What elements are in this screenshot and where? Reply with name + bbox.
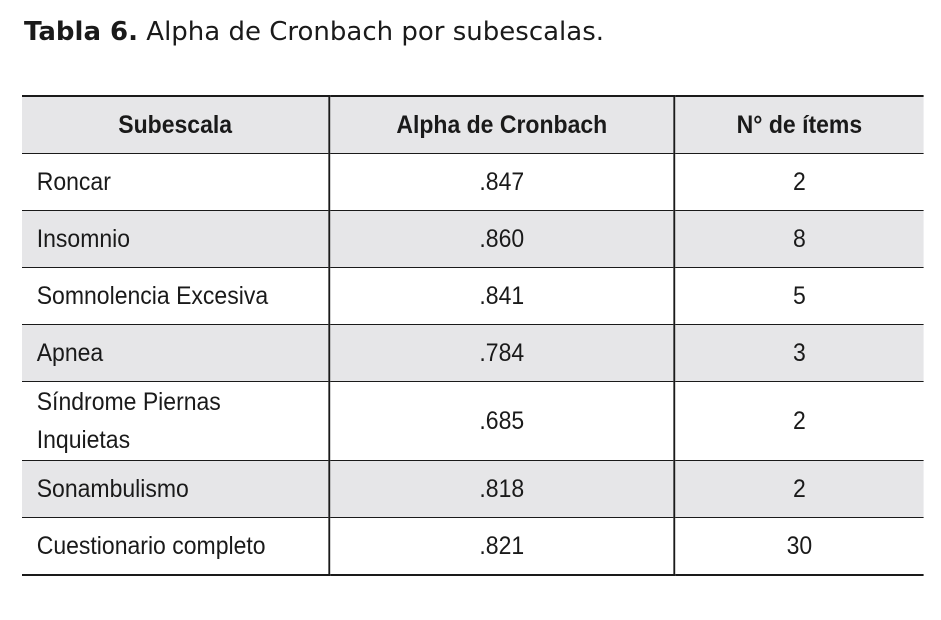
table-caption bbox=[24, 14, 604, 50]
caption-label: Tabla 6. bbox=[24, 17, 139, 47]
cell-subescala: Somnolencia Excesiva bbox=[22, 268, 329, 325]
cell-items: 30 bbox=[674, 518, 923, 576]
cell-subescala: Insomnio bbox=[22, 211, 329, 268]
cell-alpha: .860 bbox=[329, 211, 674, 268]
table-row bbox=[22, 154, 924, 211]
cell-alpha: .841 bbox=[329, 268, 674, 325]
cell-subescala: Roncar bbox=[22, 154, 329, 211]
table-row bbox=[22, 325, 924, 382]
cell-subescala: Síndrome Piernas Inquietas bbox=[22, 382, 329, 461]
column-header-items: N° de ítems bbox=[674, 96, 923, 154]
cell-items: 5 bbox=[674, 268, 923, 325]
cell-items: 3 bbox=[674, 325, 923, 382]
cell-subescala: Cuestionario completo bbox=[22, 518, 329, 576]
cell-alpha: .685 bbox=[329, 382, 674, 461]
cell-alpha: .818 bbox=[329, 461, 674, 518]
cell-subescala: Sonambulismo bbox=[22, 461, 329, 518]
table-row bbox=[22, 268, 924, 325]
column-header-subescala: Subescala bbox=[22, 96, 329, 154]
cell-alpha: .847 bbox=[329, 154, 674, 211]
cell-items: 2 bbox=[674, 461, 923, 518]
cell-items: 8 bbox=[674, 211, 923, 268]
table-row bbox=[22, 211, 924, 268]
cell-alpha: .821 bbox=[329, 518, 674, 576]
column-header-alpha: Alpha de Cronbach bbox=[329, 96, 674, 154]
cell-subescala: Apnea bbox=[22, 325, 329, 382]
cell-alpha: .784 bbox=[329, 325, 674, 382]
table-row bbox=[22, 518, 924, 576]
cell-items: 2 bbox=[674, 382, 923, 461]
caption-text: Alpha de Cronbach por subescalas. bbox=[146, 17, 605, 47]
table-row bbox=[22, 461, 924, 518]
header-row bbox=[22, 96, 924, 154]
cronbach-table bbox=[22, 95, 924, 576]
table-row bbox=[22, 382, 924, 461]
cell-items: 2 bbox=[674, 154, 923, 211]
